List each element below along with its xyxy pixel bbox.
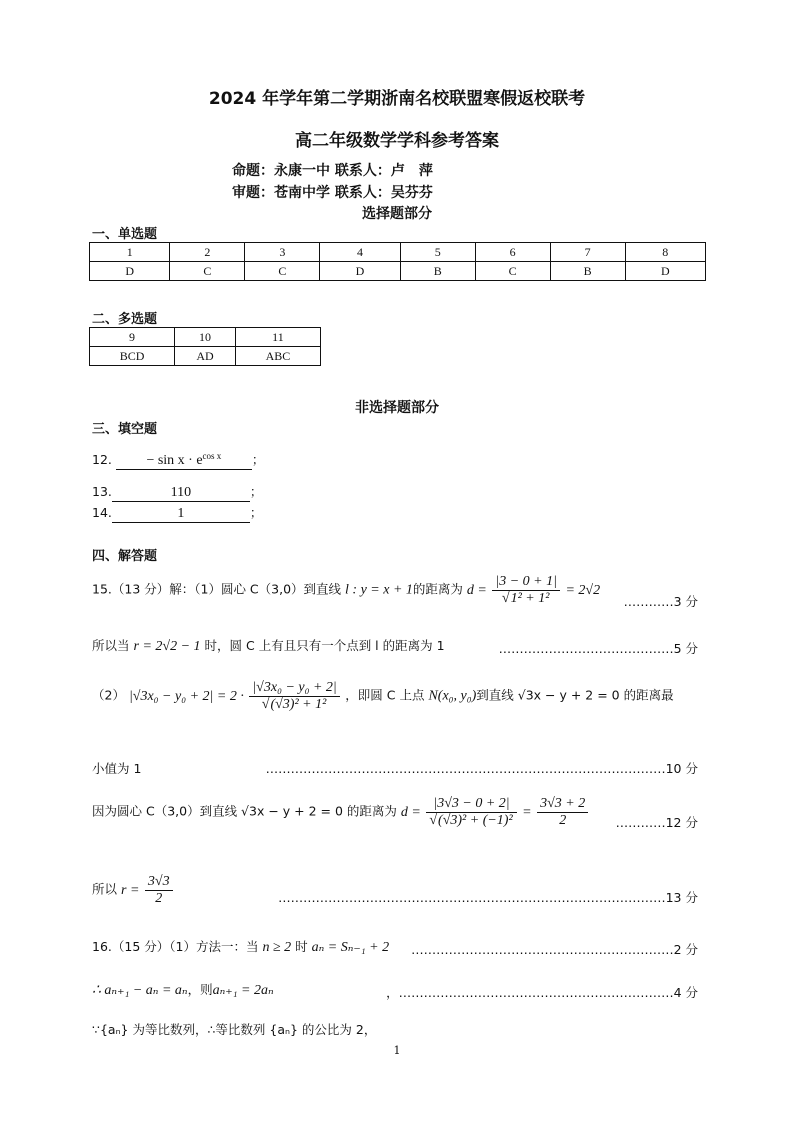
- q15-l1-mid: 的距离为: [412, 581, 463, 597]
- q13-sep: ；: [249, 484, 263, 499]
- q15-l1-pre: 15.（13 分）解：（1）圆心 C（3,0）到直线: [92, 581, 342, 597]
- reviewer-info: 审题：苍南中学 联系人：吴芬芬: [232, 185, 433, 201]
- q12-answer-sup: cos x: [202, 450, 222, 461]
- q16-l1-pre: 16.（15 分）（1）方法一：当: [92, 939, 259, 954]
- single-number-row: [90, 243, 706, 262]
- q16-score-2: ，…………………………………………………………4 分: [386, 985, 698, 1000]
- table-cell: D: [90, 262, 170, 281]
- q15-l5-pre: 因为圆心 C（3,0）到直线 √3x − y + 2 = 0 的距离为: [92, 803, 397, 819]
- q15-center-distance: d = $\frac{|3√3 - 0 + 2|}{\text{√(√3)² + (−1)²}}$ = $\frac{3√3 + 2}{2}$: [401, 805, 590, 820]
- table-cell: 5: [400, 243, 475, 262]
- table-cell: C: [245, 262, 320, 281]
- q15-radius-answer: r = $\frac{3√3}{2}$: [121, 883, 175, 898]
- q16-line-2: [92, 980, 274, 999]
- table-cell: 8: [625, 243, 705, 262]
- q16-line-3: [92, 1020, 376, 1038]
- multi-answer-row: [90, 347, 321, 366]
- q14-number: 14.: [92, 505, 112, 520]
- q16-score-1: ………………………………………………………2 分: [411, 942, 698, 957]
- q12-number: 12.: [92, 452, 112, 467]
- table-cell: 11: [235, 328, 320, 347]
- q15-line-2: [92, 636, 445, 655]
- table-cell: AD: [175, 347, 236, 366]
- table-cell: 6: [475, 243, 550, 262]
- q15-l2-mid: 时，圆 C 上有且只有一个点到 l 的距离为 1: [204, 638, 445, 653]
- q15-l4-text: 小值为 1: [92, 761, 142, 776]
- q12-sep: ；: [251, 452, 265, 467]
- q15-score-4: …………12 分: [615, 815, 698, 830]
- table-cell: 7: [550, 243, 625, 262]
- single-answer-row: [90, 262, 706, 281]
- q15-line-3: [92, 680, 674, 713]
- q15-l3-point: N(x₀, y₀): [428, 688, 477, 704]
- table-cell: ABC: [235, 347, 320, 366]
- q12-answer-text: − sin x · e: [146, 453, 203, 468]
- q15-l2-pre: 所以当: [92, 638, 130, 653]
- q14-line: [92, 503, 262, 523]
- table-cell: B: [550, 262, 625, 281]
- q16-l2-eq1: ∴ aₙ₊₁ − aₙ = aₙ: [92, 983, 188, 998]
- q13-answer: 110: [112, 485, 250, 502]
- table-cell: BCD: [90, 347, 175, 366]
- q15-score-1: …………3 分: [623, 594, 698, 609]
- q15-line-4: [92, 759, 141, 777]
- page-number: 1: [393, 1044, 401, 1057]
- single-choice-label: 一、单选题: [92, 227, 158, 242]
- q16-l1-mid: 时: [295, 939, 308, 954]
- q15-l3-pre: （2）: [92, 687, 125, 703]
- multi-number-row: [90, 328, 321, 347]
- single-choice-table: [89, 242, 706, 281]
- fill-blank-label: 三、填空题: [92, 422, 158, 437]
- table-cell: 1: [90, 243, 170, 262]
- q15-distance-formula: d = $\frac{|3 - 0 + 1|}{\text{√1² + 1²}}$ = 2√2: [466, 574, 601, 606]
- q15-l1-line: l : y = x + 1: [345, 582, 413, 598]
- q16-l2-mid: ，则: [187, 982, 213, 997]
- q14-sep: ；: [249, 505, 263, 520]
- multi-choice-table: [89, 327, 321, 366]
- part2-title: 非选择题部分: [355, 400, 439, 416]
- table-cell: 4: [320, 243, 400, 262]
- table-cell: D: [625, 262, 705, 281]
- q15-line-1: [92, 574, 600, 607]
- table-cell: 3: [245, 243, 320, 262]
- q16-line-1: [92, 937, 389, 956]
- exam-subtitle: 高二年级数学学科参考答案: [295, 131, 499, 151]
- q13-number: 13.: [92, 484, 112, 499]
- q15-line-6: [92, 874, 175, 907]
- table-cell: 9: [90, 328, 175, 347]
- proposer-info: 命题：永康一中 联系人：卢 萍: [232, 163, 433, 179]
- q15-part2-formula: |√3x₀ − y₀ + 2| = 2 · $\frac{\text{|√3x₀ − y₀ + 2|}}{\text{√(√3)² + 1²}}$: [129, 689, 345, 704]
- solve-label: 四、解答题: [92, 549, 158, 564]
- q14-answer: 1: [112, 506, 250, 523]
- q15-l2-radius: r = 2√2 − 1: [133, 639, 201, 654]
- q16-l1-eq: aₙ = Sₙ₋₁ + 2: [311, 940, 390, 955]
- table-cell: 2: [170, 243, 245, 262]
- table-cell: 10: [175, 328, 236, 347]
- part1-title: 选择题部分: [362, 206, 432, 222]
- q15-l3-end: 到直线 √3x − y + 2 = 0 的距离最: [476, 687, 674, 703]
- table-cell: C: [170, 262, 245, 281]
- q13-line: [92, 482, 262, 502]
- q16-l3-text: ∵{aₙ} 为等比数列，∴等比数列 {aₙ} 的公比为 2，: [92, 1022, 377, 1037]
- multi-choice-label: 二、多选题: [92, 312, 158, 327]
- table-cell: C: [475, 262, 550, 281]
- exam-title: 2024 年学年第二学期浙南名校联盟寒假返校联考: [208, 89, 586, 109]
- q15-score-2: ……………………………………5 分: [498, 641, 698, 656]
- table-cell: D: [320, 262, 400, 281]
- q15-l3-mid: ，即圆 C 上点: [345, 687, 425, 703]
- q15-score-3: ……………………………………………………………………………………10 分: [265, 761, 698, 776]
- q15-l6-pre: 所以: [92, 881, 118, 897]
- q16-l2-eq2: aₙ₊₁ = 2aₙ: [212, 983, 274, 998]
- q15-score-5: …………………………………………………………………………………13 分: [278, 890, 698, 905]
- q15-line-5: [92, 796, 590, 829]
- table-cell: B: [400, 262, 475, 281]
- q12-answer: [116, 451, 252, 470]
- q16-l1-cond: n ≥ 2: [262, 940, 292, 955]
- q12-line: [92, 450, 264, 470]
